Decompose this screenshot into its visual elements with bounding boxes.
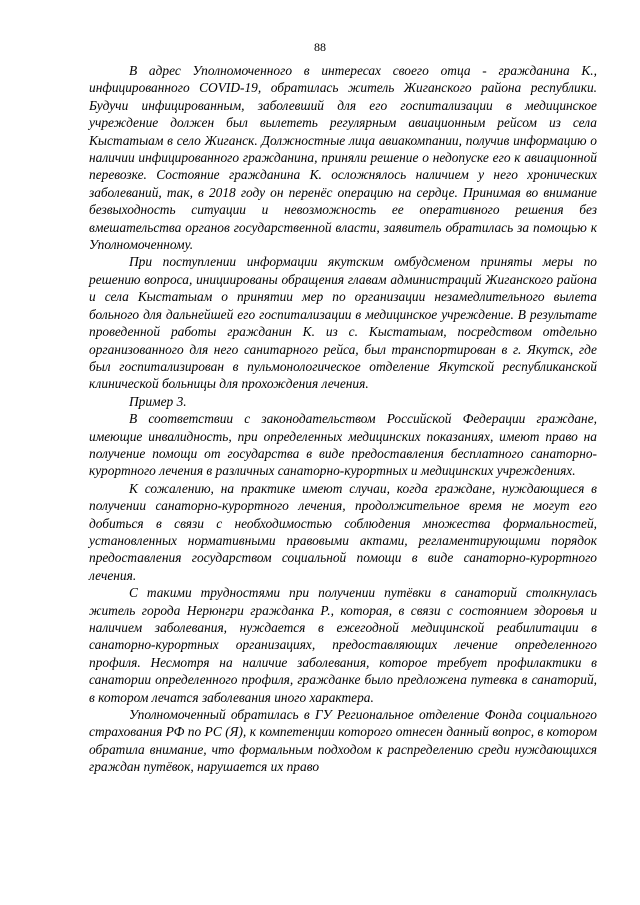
- paragraph-6: Уполномоченный обратилась в ГУ Региональное отделение Фонда социального страхования РФ по РС (Я), к компетенции которого отнесен данный вопрос, в котором обратила внимание, что формальным подходом к распределению среди нуждающихся граждан путёвок, нарушается их право: [89, 707, 597, 775]
- paragraph-3: В соответствии с законодательством Российской Федерации граждане, имеющие инвалидность, при определенных медицинских показаниях, имеют право на получение помощи от государства в виде предоставления бесплатного санаторно-курортного лечения в различных санаторно-курортных и медицинских учреждениях.: [89, 411, 597, 479]
- paragraph-5: С такими трудностями при получении путёвки в санаторий столкнулась житель города Нерюнгри гражданка Р., которая, в связи с состоянием здоровья и наличием заболевания, нуждается в ежегодной медицинской реабилитации в санаторно-курортных организациях, предоставляющих лечение определенного профиля. Несмотря на наличие заболевания, которое требует профилактики в санатории определенного профиля, гражданке было предложена путевка в санаторий, в котором лечатся заболевания иного характера.: [89, 585, 597, 705]
- page-number: 88: [314, 40, 326, 54]
- paragraph-4: К сожалению, на практике имеют случаи, когда граждане, нуждающиеся в получении санаторно-курортного лечения, продолжительное время не могут его добиться в связи с необходимостью соблюдения множества формальностей, установленных нормативными правовыми актами, регламентирующими порядок предоставления государством социальной помощи в виде санаторно-курортного лечения.: [89, 480, 597, 583]
- paragraph-2: При поступлении информации якутским омбудсменом приняты меры по решению вопроса, инициированы обращения главам администраций Жиганского района и села Кыстатыам о принятии мер по организации незамедлительного вылета больного для дальнейшей его госпитализации в медицинское учреждение. В результате проведенной работы гражданин К. из с. Кыстатыам, посредством отдельно организованного для него санитарного рейса, был транспортирован в г. Якутск, где был госпитализирован в пульмонологическое отделение Якутской республиканской клинической больницы для прохождения лечения.: [89, 254, 597, 392]
- page-body: [89, 62, 597, 776]
- paragraph-1: В адрес Уполномоченного в интересах своего отца - гражданина К., инфицированного COVID-19, обратилась житель Жиганского района республики. Будучи инфицированным, заболевший для его госпитализации в медицинское учреждение должен был вылететь регулярным авиационным рейсом из села Кыстатыам в село Жиганск. Должностные лица авиакомпании, получив информацию о наличии инфицированного гражданина, приняли решение о недопуске его к авиационной перевозке. Состояние гражданина К. осложнялось наличием у него хронических заболеваний, так, в 2018 году он перенёс операцию на сердце. Принимая во внимание безвыходность ситуации и невозможность ее оперативного решения без вмешательства органов государственной власти, заявитель обратилась за помощью к Уполномоченному.: [89, 63, 597, 253]
- example-heading: Пример 3.: [129, 393, 187, 409]
